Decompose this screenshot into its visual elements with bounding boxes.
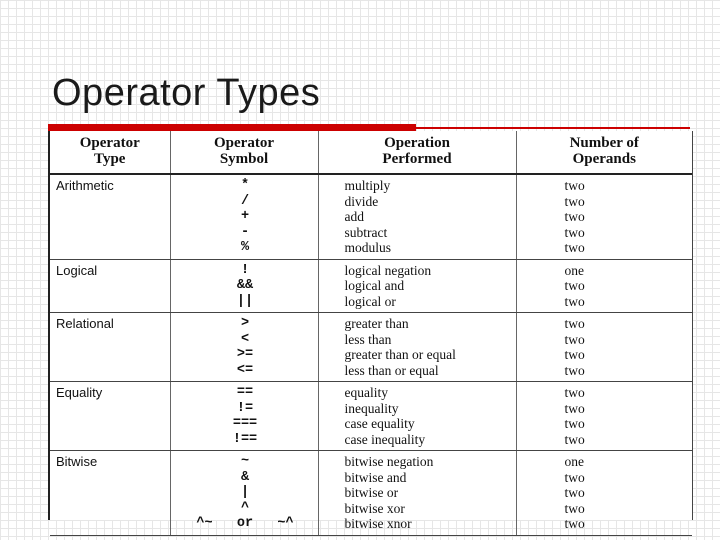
operand-count: two bbox=[564, 500, 585, 516]
operand-count: two bbox=[564, 316, 585, 331]
title-accent-line bbox=[416, 127, 690, 129]
operand-count: two bbox=[564, 516, 585, 531]
operand-count: two bbox=[564, 331, 585, 347]
table-row-bitwise bbox=[50, 451, 692, 536]
operator-symbol: || bbox=[236, 293, 254, 309]
operation-text: modulus bbox=[344, 240, 392, 255]
operator-type-cell: Arithmetic bbox=[50, 174, 170, 259]
operator-symbol-cell bbox=[170, 451, 318, 536]
operator-table-container bbox=[48, 131, 693, 531]
operand-count: two bbox=[564, 209, 585, 224]
operation-cell bbox=[318, 382, 516, 451]
operator-type-cell: Logical bbox=[50, 259, 170, 313]
header-operation-performed: Operation Performed bbox=[318, 131, 516, 174]
title-accent-bar bbox=[48, 124, 416, 131]
operator-symbol: % bbox=[240, 240, 250, 255]
operator-symbol: !== bbox=[232, 431, 258, 447]
operator-symbol: ^ bbox=[240, 500, 250, 516]
operator-symbol-cell bbox=[170, 382, 318, 451]
operation-cell bbox=[318, 259, 516, 313]
operand-count: two bbox=[564, 416, 585, 431]
operand-count: two bbox=[564, 224, 585, 240]
operand-count: two bbox=[564, 485, 585, 500]
operation-text: divide bbox=[344, 193, 379, 209]
operand-count: two bbox=[564, 431, 585, 447]
operation-text: inequality bbox=[344, 400, 399, 416]
operation-text: add bbox=[344, 209, 364, 224]
operator-symbol: === bbox=[232, 416, 258, 431]
operand-count: two bbox=[564, 240, 585, 255]
operator-symbol-cell bbox=[170, 259, 318, 313]
operator-symbol: / bbox=[240, 193, 250, 209]
operation-text: bitwise negation bbox=[344, 454, 434, 469]
operation-text: bitwise xor bbox=[344, 500, 405, 516]
operand-count: two bbox=[564, 293, 585, 309]
operand-count-cell bbox=[516, 174, 692, 259]
operation-text: less than bbox=[344, 331, 392, 347]
operand-count-cell bbox=[516, 382, 692, 451]
operator-symbol: >= bbox=[236, 347, 254, 362]
operation-cell bbox=[318, 313, 516, 382]
operand-count: two bbox=[564, 385, 585, 400]
table-row-relational bbox=[50, 313, 692, 382]
operator-symbol: + bbox=[240, 209, 250, 224]
operator-symbol: ! bbox=[240, 262, 250, 278]
operator-symbol: * bbox=[240, 178, 250, 193]
operator-symbol: | bbox=[240, 485, 250, 500]
header-number-of-operands: Number of Operands bbox=[516, 131, 692, 174]
operator-symbol: & bbox=[240, 469, 250, 485]
operand-count: two bbox=[564, 278, 585, 293]
operand-count: one bbox=[564, 262, 584, 278]
operation-text: equality bbox=[344, 385, 388, 400]
operator-symbol: < bbox=[240, 331, 250, 347]
operand-count: two bbox=[564, 178, 585, 193]
operator-type-cell: Bitwise bbox=[50, 451, 170, 536]
operand-count-cell bbox=[516, 259, 692, 313]
table-row-equality bbox=[50, 382, 692, 451]
operator-type-cell: Equality bbox=[50, 382, 170, 451]
operand-count: two bbox=[564, 469, 585, 485]
operand-count: two bbox=[564, 347, 585, 362]
header-operator-symbol: Operator Symbol bbox=[170, 131, 318, 174]
operation-text: case inequality bbox=[344, 431, 426, 447]
operation-text: bitwise xnor bbox=[344, 516, 412, 531]
operand-count: two bbox=[564, 362, 585, 378]
table-header-row bbox=[50, 131, 692, 174]
operator-symbol: && bbox=[236, 278, 254, 293]
slide-title: Operator Types bbox=[52, 72, 321, 114]
operation-text: subtract bbox=[344, 224, 388, 240]
table-row-arithmetic bbox=[50, 174, 692, 259]
operation-text: multiply bbox=[344, 178, 391, 193]
operation-text: greater than or equal bbox=[344, 347, 456, 362]
operator-symbol-cell bbox=[170, 313, 318, 382]
operator-type-cell: Relational bbox=[50, 313, 170, 382]
operator-symbol-cell bbox=[170, 174, 318, 259]
operation-text: bitwise or bbox=[344, 485, 399, 500]
table-row-logical bbox=[50, 259, 692, 313]
operand-count: two bbox=[564, 193, 585, 209]
operator-symbol: == bbox=[236, 385, 254, 400]
header-operator-type: Operator Type bbox=[50, 131, 170, 174]
operator-symbol: <= bbox=[236, 362, 254, 378]
operation-text: bitwise and bbox=[344, 469, 407, 485]
operator-symbol: - bbox=[240, 224, 250, 240]
operator-symbol: ~ bbox=[240, 454, 250, 469]
operator-table bbox=[50, 131, 692, 536]
operator-symbol: ^~ or ~^ bbox=[196, 516, 294, 531]
operand-count: two bbox=[564, 400, 585, 416]
operand-count: one bbox=[564, 454, 584, 469]
operation-cell bbox=[318, 174, 516, 259]
operation-text: greater than bbox=[344, 316, 409, 331]
operation-text: case equality bbox=[344, 416, 415, 431]
operand-count-cell bbox=[516, 313, 692, 382]
operand-count-cell bbox=[516, 451, 692, 536]
operation-text: logical negation bbox=[344, 262, 432, 278]
operator-symbol: > bbox=[240, 316, 250, 331]
operation-text: logical or bbox=[344, 293, 396, 309]
operator-symbol: != bbox=[236, 400, 254, 416]
operation-text: less than or equal bbox=[344, 362, 439, 378]
operation-text: logical and bbox=[344, 278, 405, 293]
operation-cell bbox=[318, 451, 516, 536]
